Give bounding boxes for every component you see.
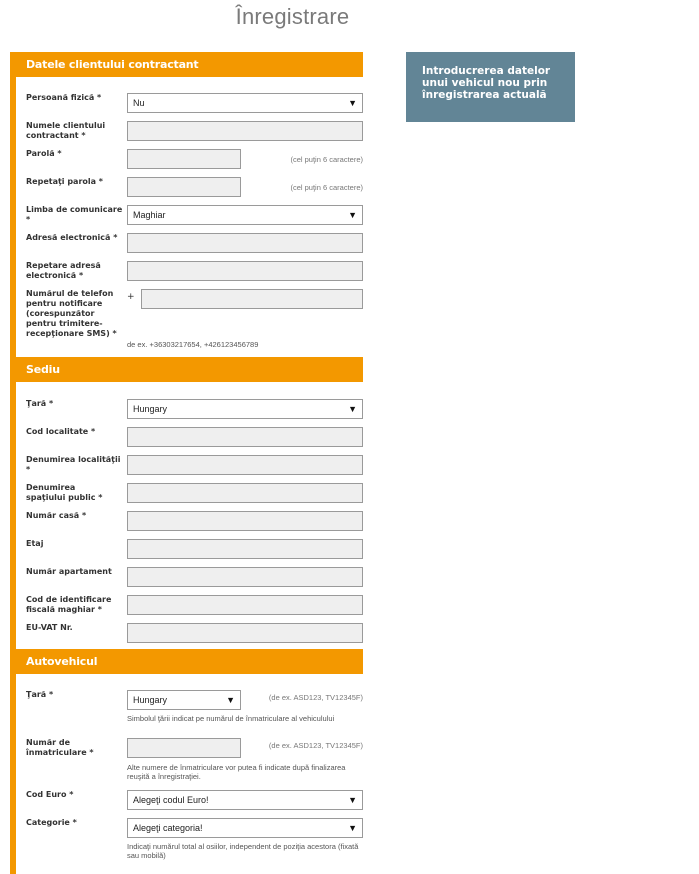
floor-input[interactable] — [127, 539, 363, 559]
phone-prefix: + — [127, 292, 135, 302]
section-client — [16, 77, 363, 357]
password-repeat-hint: (cel puţin 6 caractere) — [290, 183, 363, 192]
field-label: EU-VAT Nr. — [26, 623, 73, 632]
country-select[interactable] — [127, 399, 363, 419]
locality-input[interactable] — [127, 455, 363, 475]
field-label: Număr de înmatriculare * — [26, 738, 94, 757]
language-select[interactable] — [127, 205, 363, 225]
apartment-input[interactable] — [127, 567, 363, 587]
field-label: Repetaţi parola * — [26, 177, 103, 186]
chevron-down-icon: ▼ — [348, 404, 357, 414]
field-label: Etaj — [26, 539, 44, 548]
vehicle-country-select[interactable] — [127, 690, 241, 710]
vehicle-country-note: Simbolul ţării indicat pe numărul de înmatriculare al vehiculului — [127, 714, 335, 723]
field-label: Ţară * — [26, 399, 54, 408]
house-number-input[interactable] — [127, 511, 363, 531]
field-label: Cod de identificare fiscală maghiar * — [26, 595, 112, 614]
euro-code-select[interactable] — [127, 790, 363, 810]
password-repeat-input[interactable] — [127, 177, 241, 197]
plate-note: Alte numere de înmatriculare vor putea fi indicate după finalizarea reuşită a înregistraţiei. — [127, 763, 346, 781]
category-select[interactable] — [127, 818, 363, 838]
select-value: Maghiar — [133, 210, 166, 220]
chevron-down-icon: ▼ — [348, 210, 357, 220]
field-label: Adresă electronică * — [26, 233, 118, 242]
tax-id-input[interactable] — [127, 595, 363, 615]
plate-input[interactable] — [127, 738, 241, 758]
plate-hint: (de ex. ASD123, TV12345F) — [268, 741, 363, 750]
chevron-down-icon: ▼ — [348, 823, 357, 833]
natural-person-select[interactable] — [127, 93, 363, 113]
phone-input[interactable] — [141, 289, 363, 309]
section-header-client: Datele clientului contractant — [10, 52, 363, 77]
street-input[interactable] — [127, 483, 363, 503]
eu-vat-input[interactable] — [127, 623, 363, 643]
field-label: Cod localitate * — [26, 427, 96, 436]
password-input[interactable] — [127, 149, 241, 169]
field-label: Numele clientului contractant * — [26, 121, 106, 140]
field-label: Repetare adresă electronică * — [26, 261, 101, 280]
registration-form — [10, 52, 363, 874]
section-header-vehicle: Autovehicul — [10, 649, 363, 674]
category-note: Indicaţi numărul total al osiilor, independent de poziţia acestora (fixată sau mobilă) — [127, 842, 359, 860]
password-hint: (cel puţin 6 caractere) — [290, 155, 363, 164]
field-label: Cod Euro * — [26, 790, 74, 799]
chevron-down-icon: ▼ — [226, 695, 235, 705]
select-value: Hungary — [133, 404, 168, 414]
field-label: Persoană fizică * — [26, 93, 102, 102]
field-label: Denumirea spaţiului public * — [26, 483, 103, 502]
field-label: Numărul de telefon pentru notificare (corespunzător pentru trimitere-recepţionare SMS) * — [26, 289, 117, 338]
select-value: Hungary — [133, 695, 168, 705]
select-value: Alegeţi codul Euro! — [133, 795, 209, 805]
phone-example: de ex. +36303217654, +426123456789 — [127, 340, 259, 349]
email-repeat-input[interactable] — [127, 261, 363, 281]
new-vehicle-info-box[interactable]: Introducrerea datelor unui vehicul nou prin înregistrarea actuală — [406, 52, 575, 122]
field-label: Limba de comunicare * — [26, 205, 123, 224]
postal-code-input[interactable] — [127, 427, 363, 447]
field-label: Categorie * — [26, 818, 77, 827]
chevron-down-icon: ▼ — [348, 98, 357, 108]
field-label: Număr casă * — [26, 511, 87, 520]
section-vehicle — [16, 674, 363, 874]
section-header-seat: Sediu — [10, 357, 363, 382]
select-value: Alegeţi categoria! — [133, 823, 203, 833]
field-label: Parolă * — [26, 149, 62, 158]
email-input[interactable] — [127, 233, 363, 253]
section-seat — [16, 382, 363, 649]
select-value: Nu — [133, 98, 145, 108]
chevron-down-icon: ▼ — [348, 795, 357, 805]
field-label: Ţară * — [26, 690, 54, 699]
client-name-input[interactable] — [127, 121, 363, 141]
page-title: Înregistrare — [235, 4, 350, 29]
field-label: Număr apartament — [26, 567, 112, 576]
vehicle-country-hint: (de ex. ASD123, TV12345F) — [268, 693, 363, 702]
field-label: Denumirea localităţii * — [26, 455, 121, 474]
